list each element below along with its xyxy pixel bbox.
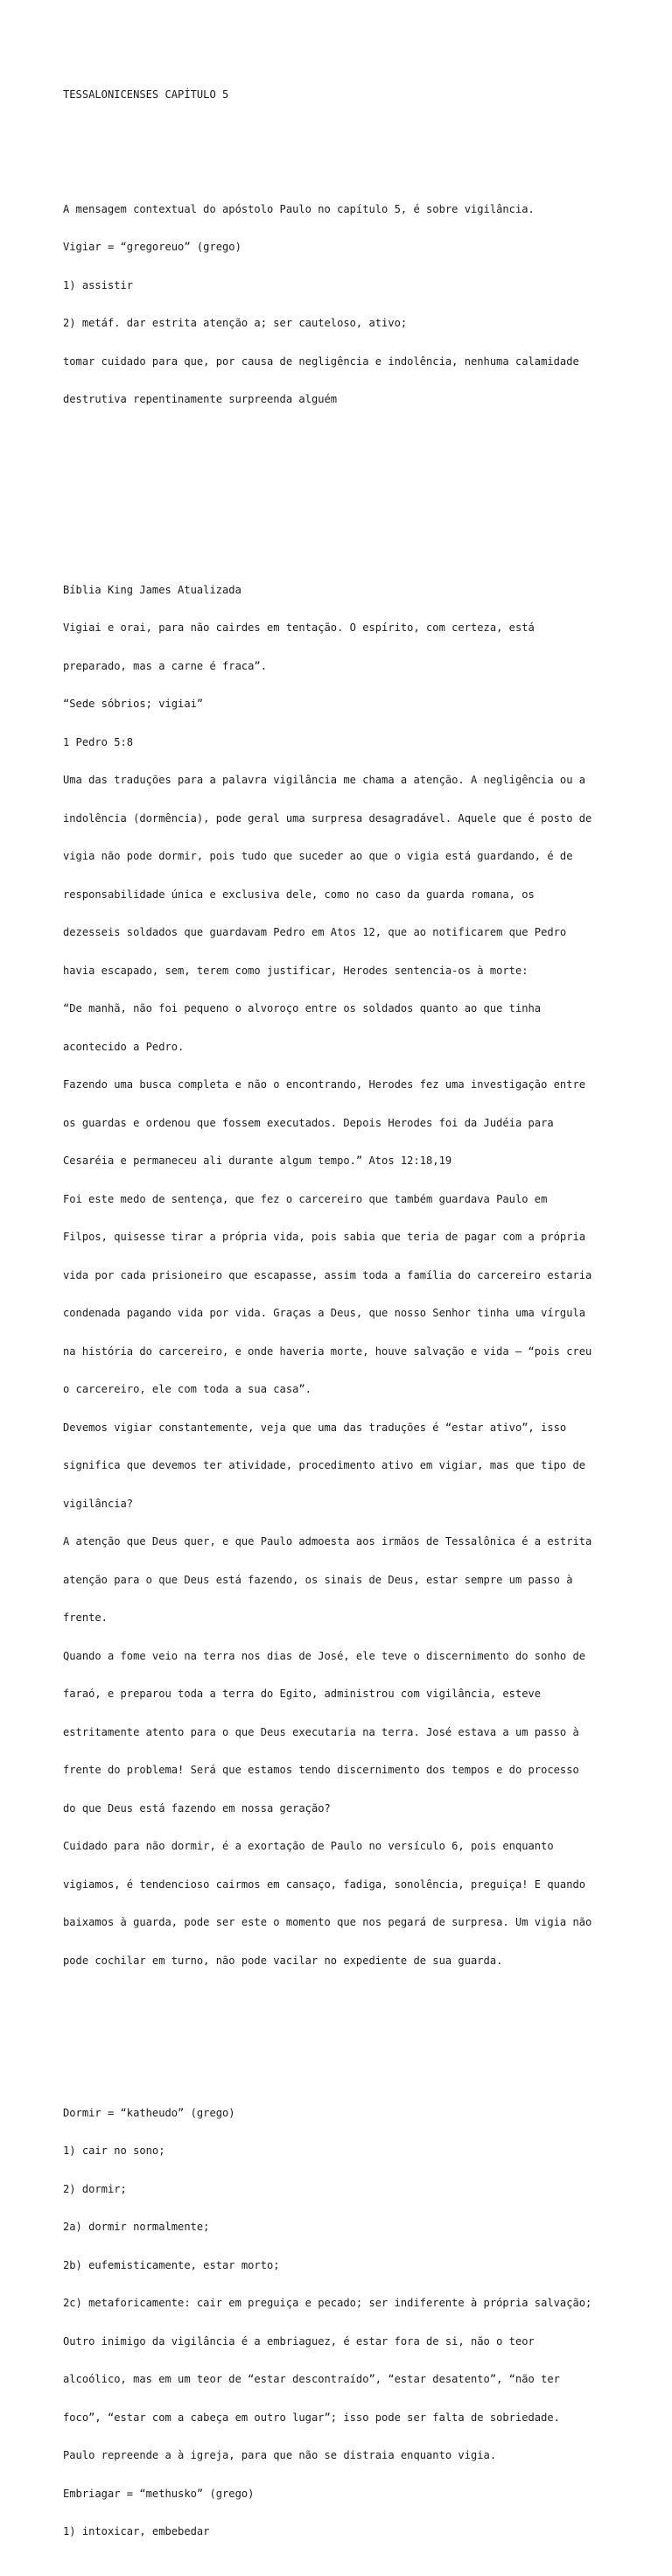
text-line: vigia não pode dormir, pois tudo que suceder ao que o vigia está guardando, é de [63, 850, 573, 862]
document-title: TESSALONICENSES CAPÍTULO 5 [63, 88, 229, 101]
text-line: indolência (dormência), pode geral uma surpresa desagradável. Aquele que é posto de [63, 811, 592, 825]
text-line: Embriagar = “methusko” (grego) [63, 2487, 255, 2500]
blank-line [63, 508, 614, 521]
text-line: baixamos à guarda, pode ser este o momento que nos pegará de surpresa. Um vigia não [63, 1916, 592, 1928]
text-line: foco”, “estar com a cabeça em outro lugar”; isso pode ser falta de sobriedade. [63, 2411, 560, 2424]
text-line: tomar cuidado para que, por causa de negligência e indolência, nenhuma calamidade [63, 354, 579, 368]
text-line: faraó, e preparou toda a terra do Egito, administrou com vigilância, esteve [63, 1688, 542, 1700]
text-line: frente. [63, 1611, 108, 1624]
text-line: Uma das traduções para a palavra vigilância me chama a atenção. A negligência ou a [63, 774, 586, 786]
text-line: estritamente atento para o que Deus executaria na terra. José estava a um passo à [63, 1725, 579, 1738]
text-line: alcoólico, mas em um teor de “estar descontraído”, “estar desatento”, “não ter [63, 2373, 560, 2385]
text-line: na história do carcereiro, e onde haveria morte, houve salvação e vida – “pois creu [63, 1344, 592, 1358]
text-line: Cesaréia e permaneceu ali durante algum tempo.” Atos 12:18,19 [63, 1155, 452, 1167]
text-line: Fazendo uma busca completa e não o encontrando, Herodes fez uma investigação entre [63, 1078, 586, 1091]
section-body [63, 558, 614, 1993]
section-dormir [63, 2081, 614, 2564]
text-line: atenção para o que Deus está fazendo, os sinais de Deus, estar sempre um passo à [63, 1573, 573, 1586]
text-line: significa que devemos ter atividade, procedimento ativo em vigiar, mas que tipo de [63, 1459, 586, 1471]
text-line: preparado, mas a carne é fraca”. [63, 659, 267, 672]
text-line: Outro inimigo da vigilância é a embriaguez, é estar fora de si, não o teor [63, 2334, 535, 2348]
text-line: “Sede sóbrios; vigiai” [63, 698, 204, 710]
blank-line [63, 2031, 614, 2044]
section-vigilancia-intro [63, 178, 614, 432]
text-line: pode cochilar em turno, não pode vacilar no expediente de sua guarda. [63, 1954, 503, 1967]
text-line: 2a) dormir normalmente; [63, 2221, 210, 2233]
text-line: o carcereiro, ele com toda a sua casa”. [63, 1383, 312, 1395]
text-line: Vigiai e orai, para não cairdes em tentação. O espírito, com certeza, está [63, 621, 535, 634]
blank-line [63, 469, 614, 482]
text-line: Foi este medo de sentença, que fez o carcereiro que também guardava Paulo em [63, 1192, 548, 1205]
text-line: Devemos vigiar constantemente, veja que uma das traduções é “estar ativo”, isso [63, 1421, 567, 1434]
document-page [63, 63, 614, 2576]
text-line: 2) dormir; [63, 2182, 127, 2195]
text-line: 2) metáf. dar estrita atenção a; ser cauteloso, ativo; [63, 317, 408, 329]
text-line: do que Deus está fazendo em nossa geração? [63, 1801, 331, 1814]
text-line: Paulo repreende a à igreja, para que não se distraia enquanto vigia. [63, 2449, 497, 2461]
text-line: dezesseis soldados que guardavam Pedro em Atos 12, que ao notificarem que Pedro [63, 926, 567, 938]
text-line: 1) cair no sono; [63, 2144, 165, 2157]
text-line: acontecido a Pedro. [63, 1040, 185, 1053]
text-line: vigilância? [63, 1497, 134, 1510]
text-line: 2c) metaforicamente: cair em preguiça e pecado; ser indiferente à própria salvação; [63, 2297, 592, 2309]
text-line: A atenção que Deus quer, e que Paulo admoesta aos irmãos de Tessalônica é a estrita [63, 1535, 592, 1548]
text-line: Quando a fome veio na terra nos dias de José, ele teve o discernimento do sonho de [63, 1649, 586, 1662]
text-line: responsabilidade única e exclusiva dele, como no caso da guarda romana, os [63, 888, 535, 901]
text-line: 1) assistir [63, 278, 134, 291]
text-line: vida por cada prisioneiro que escapasse, assim toda a família do carcereiro estaria [63, 1268, 592, 1281]
text-line: frente do problema! Será que estamos tendo discernimento dos tempos e do processo [63, 1764, 579, 1776]
text-line: Filpos, quisesse tirar a própria vida, pois sabia que teria de pagar com a própria [63, 1231, 586, 1243]
text-line: os guardas e ordenou que fossem executados. Depois Herodes foi da Judéia para [63, 1116, 554, 1129]
text-line: Dormir = “katheudo” (grego) [63, 2106, 235, 2119]
text-line: destrutiva repentinamente surpreenda alguém [63, 393, 338, 405]
text-line: 1 Pedro 5:8 [63, 735, 134, 748]
text-line: condenada pagando vida por vida. Graças a Deus, que nosso Senhor tinha uma vírgula [63, 1307, 586, 1319]
text-line: “De manhã, não foi pequeno o alvoroço entre os soldados quanto ao que tinha [63, 1002, 542, 1014]
text-line: Vigiar = “gregoreuo” (grego) [63, 241, 242, 253]
text-line: 1) intoxicar, embebedar [63, 2525, 210, 2537]
text-line: havia escapado, sem, terem como justificar, Herodes sentencia-os à morte: [63, 964, 528, 977]
text-line: A mensagem contextual do apóstolo Paulo no capítulo 5, é sobre vigilância. [63, 202, 535, 215]
blank-line [63, 127, 614, 140]
text-line: Bíblia King James Atualizada [63, 583, 242, 596]
text-line: vigiamos, é tendencioso cairmos em cansaço, fadiga, sonolência, preguiça! E quando [63, 1878, 586, 1891]
text-line: 2b) eufemisticamente, estar morto; [63, 2258, 280, 2271]
text-line: Cuidado para não dormir, é a exortação de Paulo no versículo 6, pois enquanto [63, 1840, 554, 1852]
